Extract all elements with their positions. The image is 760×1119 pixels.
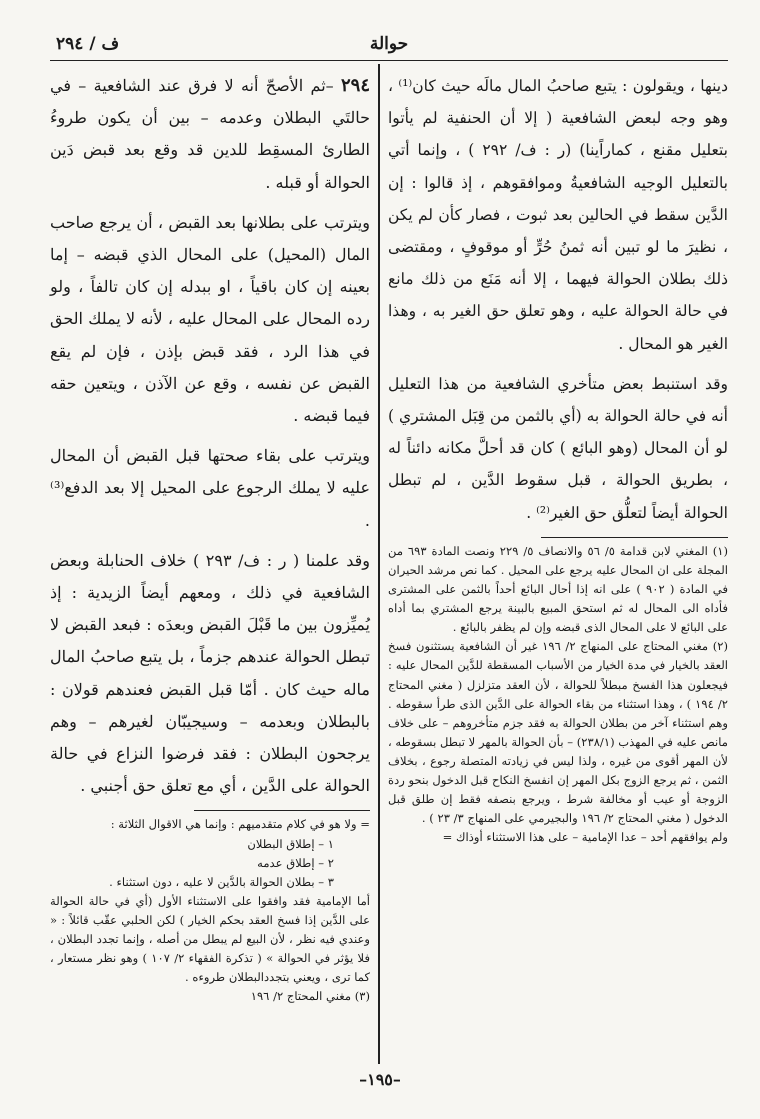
list-item: ٢ – إطلاق عدمه bbox=[257, 855, 334, 870]
footnote: (٣) مغني المحتاج ٢/ ١٩٦ bbox=[250, 989, 370, 1004]
body-paragraph: ويترتب على بطلانها بعد القبض ، أن يرجع صاحب المال (المحيل) على المحال الذي قبضه – إما بعينه إن كان باقياً ، او ببدله إن كان تالفاً ، ولو رده المحال على المحال عليه ، لأنه لا يملك الحق في هذا الرد ، فقد قبض بإذن ، فإن لم يقع القبض عن نفسه ، وقع عن الآذن ، ويتعين حقه فيما قبضه . bbox=[50, 212, 370, 426]
page-header bbox=[50, 30, 728, 61]
footnote-separator bbox=[541, 537, 728, 538]
page-reference: ف / ٢٩٤ bbox=[56, 34, 120, 54]
right-column bbox=[388, 70, 728, 847]
section-paragraph bbox=[50, 70, 370, 199]
section-text: –ثم الأصحّ أنه لا فرق عند الشافعية – في حالتَي البطلان وعدمه – بين أن يكون طروءُ الطارئ المسقِط للدين قد وقع بعد قبض دَين الحوالة أو قبله . bbox=[50, 76, 370, 192]
section-number: ٢٩٤ bbox=[340, 75, 370, 96]
list-item: ٣ – بطلان الحوالة بالدَّين لا عليه ، دون استثناء . bbox=[109, 874, 334, 889]
running-title: حوالة bbox=[369, 34, 409, 54]
page-number: –١٩٥– bbox=[359, 1070, 401, 1089]
body-paragraph: ويترتب على بقاء صحتها قبل القبض أن المحال عليه لا يملك الرجوع على المحيل إلا بعد الدفع⁽³⁾ . bbox=[50, 446, 370, 530]
footnote-list bbox=[50, 835, 370, 892]
footnote-continuation: = ولا هو في كلام متقدميهم : وإنما هي الاقوال الثلاثة : bbox=[110, 817, 370, 832]
body-paragraph: وقد علمنا ( ر : ف/ ٢٩٣ ) خلاف الحنابلة وبعض الشافعية في ذلك ، ومعهم أيضاً الزيدية : إذ يُميِّزون بين ما قَبْلَ القبض وبعدَه : فبعد القبض لا تبطل الحوالة عندهم جزماً ، بل يتبع صاحبُ المال ماله حيث كان . أمّا قبل القبض فعندهم قولان : بالبطلان وبعدمه – وسيجيبّان لغيرهم – وهم يرجحون البطلان : فقد فرضوا النزاع في حالة الحوالة على الدَّين ، أي مع تعلق حق أجنبي . bbox=[50, 550, 370, 796]
left-column bbox=[50, 70, 370, 1006]
body-paragraph: وقد استنبط بعض متأخري الشافعية من هذا التعليل أنه في حالة الحوالة به (أي بالثمن من قِبَل المشتري ) لو أن المحال (وهو البائع ) كان قد أحلَّ مكانه دائناً له ، بطريق الحوالة ، قبل سقوط الدَّين ، لم تبطل الحوالة أيضاً لتعلُّق حق الغير⁽²⁾ . bbox=[388, 374, 728, 522]
footnote-separator bbox=[194, 810, 370, 811]
footnote-continuation: أما الإمامية فقد وافقوا على الاستثناء الأول (أي في حالة الحوالة على الدَّين إذا فسخ العقد بحكم الخيار ) لكن الحلبي عقّب قائلاً : « وعندي فيه نظر ، لأن البيع لم يبطل من أصله ، وإنما تجدد البطلان ، فلا يؤثر في الحوالة » ( تذكرة الفقهاء ٢/ ١٠٧ ) وهو نظر مستعار ، كما ترى ، ويعني بتجددالبطلان طروءه . bbox=[50, 893, 370, 985]
footnote: ولم يوافقهم أحد – عدا الإمامية – على هذا الاستثناء أوذاك = bbox=[442, 830, 728, 845]
footnote: (٢) مغني المحتاج على المنهاج ٢/ ١٩٦ غير أن الشافعية يستثنون فسخ العقد بالخيار في مدة الخيار من الأسباب المسقطة للدَّين المحال عليه : فيجعلون هذا الفسخ مبطلاً للحوالة ، لأن العقد متزلزل ( مغني المحتاج ٢/ ١٩٤ ) ، وهذا استثناء من بقاء الحوالة على الدَّين الذى طرأ سقوطه . وهم استثناء آخر من بطلان الحوالة به فقد جزم متأخروهم – على خلاف مانص عليه في المهذب (٢٣٨/١) – بأن الحوالة بالمهر لا تبطل بسقوطه ، لأن المهر أقوى من غيره ، ولذا ليس في زيادته المتصلة رجوع ، بخلاف الثمن ، ثم يرجع الزوج بكل المهر إن انفسخ النكاح قبل الدخول بنحو ردة الزوجة أو عيب أو مخالفة شرط ، ويرجع بنصفه فقط إن طلق قبل الدخول ( مغني المحتاج ٢/ ١٩٦ والبجيرمي على المنهاج ٣/ ٢٣ ) . bbox=[388, 639, 729, 826]
column-divider bbox=[378, 64, 380, 1064]
footnote: (١) المغني لابن قدامة ٥/ ٥٦ والانصاف ٥/ ٢٢٩ ونصت المادة ٦٩٣ من المجلة على ان المحال عليه يرجع على المحيل . كما نص مرشد الحيران في المادة ( ٩٠٢ ) على انه إذا أحال البائع أحداً بالثمن على المشترى فأداه الى المحال له ثم استحق المبيع بالبينة يرجع المشتري بما أداه على البائع لا على المحال الذى قبضه وإن لم يظفر بالبائع . bbox=[388, 543, 729, 635]
list-item: ١ – إطلاق البطلان bbox=[247, 836, 334, 851]
body-paragraph: دينها ، ويقولون : يتبع صاحبُ المال مالَه حيث كان⁽¹⁾ ، وهو وجه لبعض الشافعية ( إلا أن الحنفية لم يأتوا بتعليل مقنع ، كماراًينا) (ر : ف/ ٢٩٢ ) ، وإنما أتي بالتعليل الوجيه الشافعيةُ وموافقوهم ، إذ قالوا : إن الدَّين سقط في الحالين بعد ثبوت ، فصار كأن لم يكن ، نظيرَ ما لو تبين أنه ثمنُ حُرٍّ أو موقوفٍ ، ومقتضى ذلك بطلان الحوالة فيهما ، إلا أنه مَنَع من ذلك مانع في حالة الحوالة عليه ، وهو تعلق حق الغير به ، وهذا الغير هو المحال . bbox=[388, 77, 728, 353]
